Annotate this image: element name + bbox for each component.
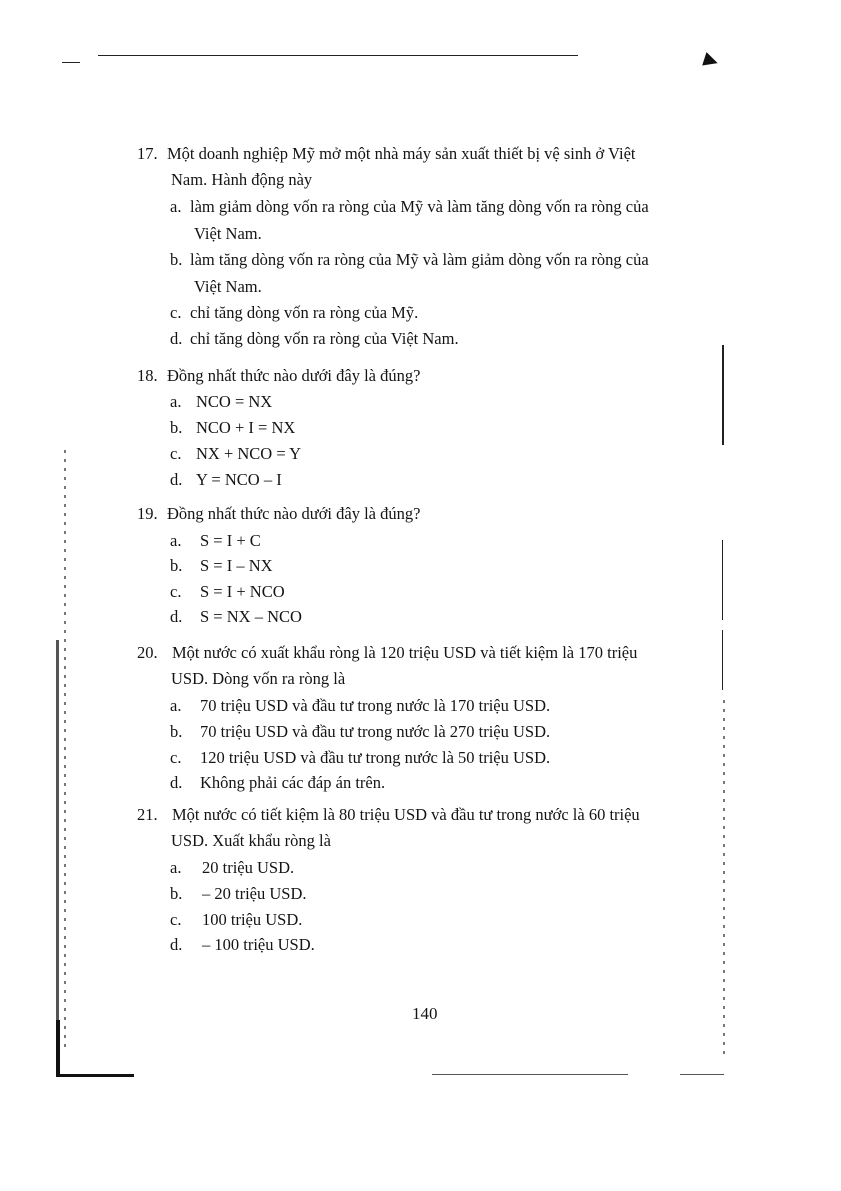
question-stem-line: Đồng nhất thức nào dưới đây là đúng? — [167, 366, 421, 385]
left-binding-dots — [64, 450, 66, 1050]
option-text: Việt Nam. — [194, 224, 262, 243]
option-text: S = I – NX — [200, 556, 273, 575]
option-letter: d. — [170, 329, 183, 348]
right-edge-dots — [723, 700, 725, 1060]
question-stem-line: Một nước có tiết kiệm là 80 triệu USD và đầu tư trong nước là 60 triệu — [172, 805, 640, 824]
option-letter: d. — [170, 470, 183, 489]
question-stem-line: Một nước có xuất khẩu ròng là 120 triệu USD và tiết kiệm là 170 triệu — [172, 643, 638, 662]
option-text: 70 triệu USD và đầu tư trong nước là 170 triệu USD. — [200, 696, 551, 715]
bottom-left-corner — [56, 1020, 60, 1076]
question-stem-line: Đồng nhất thức nào dưới đây là đúng? — [167, 504, 421, 523]
top-rule — [98, 55, 578, 56]
option-text: 70 triệu USD và đầu tư trong nước là 270 triệu USD. — [200, 722, 551, 741]
option-letter: d. — [170, 607, 183, 626]
option-text: làm giảm dòng vốn ra ròng của Mỹ và làm tăng dòng vốn ra ròng của — [190, 197, 649, 216]
top-left-mark — [62, 62, 80, 63]
bottom-left-rule — [56, 1074, 134, 1077]
option-text: chỉ tăng dòng vốn ra ròng của Việt Nam. — [190, 329, 459, 348]
option-letter: b. — [170, 250, 183, 269]
option-text: – 20 triệu USD. — [202, 884, 307, 903]
question-number: 18. — [137, 366, 158, 385]
option-text: 20 triệu USD. — [202, 858, 295, 877]
option-letter: c. — [170, 444, 182, 463]
corner-arrow-icon — [702, 52, 720, 70]
option-letter: a. — [170, 696, 182, 715]
option-text: 100 triệu USD. — [202, 910, 303, 929]
bottom-rule-right — [680, 1074, 724, 1075]
option-text: Không phải các đáp án trên. — [200, 773, 386, 792]
option-text: chỉ tăng dòng vốn ra ròng của Mỹ. — [190, 303, 419, 322]
option-text: làm tăng dòng vốn ra ròng của Mỹ và làm giảm dòng vốn ra ròng của — [190, 250, 649, 269]
right-edge-mark — [722, 345, 724, 445]
option-letter: c. — [170, 748, 182, 767]
option-text: S = I + NCO — [200, 582, 285, 601]
option-letter: c. — [170, 582, 182, 601]
question-number: 17. — [137, 144, 158, 163]
option-text: – 100 triệu USD. — [202, 935, 315, 954]
option-letter: a. — [170, 392, 182, 411]
bottom-rule-middle — [432, 1074, 628, 1075]
question-stem-line: Một doanh nghiệp Mỹ mở một nhà máy sản xuất thiết bị vệ sinh ở Việt — [167, 144, 636, 163]
option-text: Việt Nam. — [194, 277, 262, 296]
left-binding-shadow — [56, 640, 59, 1020]
question-number: 20. — [137, 643, 158, 662]
option-letter: b. — [170, 418, 183, 437]
option-letter: d. — [170, 935, 183, 954]
option-letter: b. — [170, 722, 183, 741]
question-number: 21. — [137, 805, 158, 824]
option-text: S = NX – NCO — [200, 607, 302, 626]
option-letter: a. — [170, 858, 182, 877]
question-stem-line: USD. Dòng vốn ra ròng là — [171, 669, 346, 688]
option-text: NX + NCO = Y — [196, 444, 302, 463]
option-letter: a. — [170, 531, 182, 550]
option-text: 120 triệu USD và đầu tư trong nước là 50 triệu USD. — [200, 748, 551, 767]
option-text: NCO = NX — [196, 392, 273, 411]
option-text: Y = NCO – I — [196, 470, 282, 489]
question-stem-line: USD. Xuất khẩu ròng là — [171, 831, 331, 850]
question-number: 19. — [137, 504, 158, 523]
option-text: S = I + C — [200, 531, 261, 550]
option-text: NCO + I = NX — [196, 418, 296, 437]
right-edge-mark-2 — [722, 540, 723, 620]
option-letter: b. — [170, 884, 183, 903]
option-letter: c. — [170, 303, 182, 322]
option-letter: b. — [170, 556, 183, 575]
right-edge-mark-3 — [722, 630, 723, 690]
question-stem-line: Nam. Hành động này — [171, 170, 313, 189]
option-letter: d. — [170, 773, 183, 792]
page-number: 140 — [412, 1004, 438, 1023]
option-letter: c. — [170, 910, 182, 929]
option-letter: a. — [170, 197, 182, 216]
